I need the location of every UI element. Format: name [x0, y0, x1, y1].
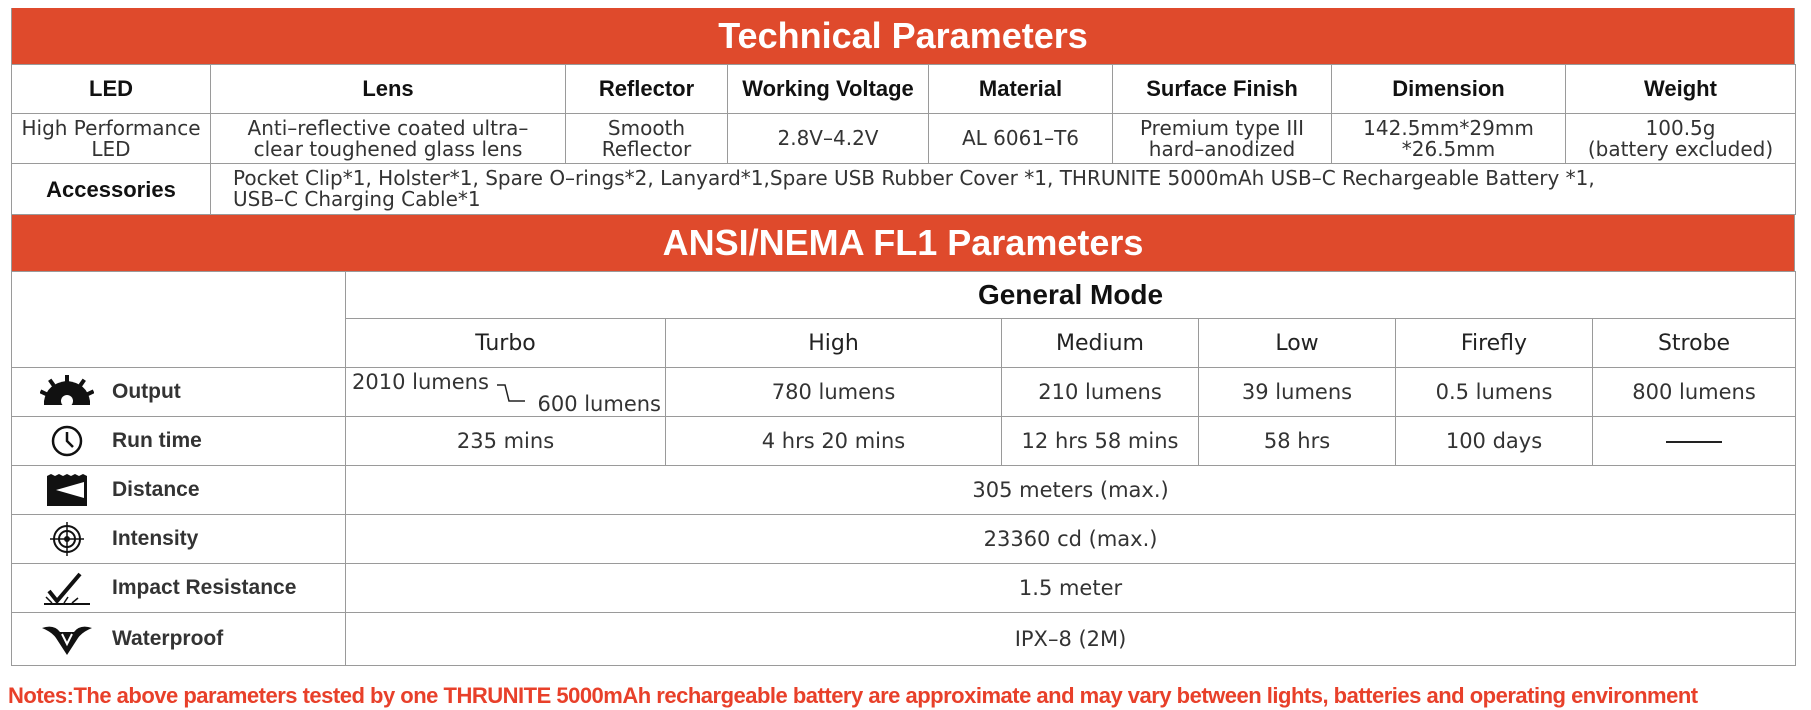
value-finish-line1: Premium type III	[1139, 115, 1305, 140]
output-high: 780 lumens	[666, 368, 1002, 417]
value-lens-line1: Anti–reflective coated ultra–	[247, 115, 529, 140]
runtime-label: Run time	[112, 429, 202, 452]
impact-row	[12, 564, 1796, 613]
waterproof-value: IPX–8 (2M)	[346, 613, 1796, 666]
waterproof-label: Waterproof	[112, 627, 224, 650]
blank-header-cell	[12, 272, 346, 368]
gear-burst-icon	[40, 375, 94, 409]
value-lens-line2: clear toughened glass lens	[253, 136, 523, 161]
mode-turbo: Turbo	[346, 319, 666, 368]
distance-label-cell	[12, 466, 346, 515]
clock-icon	[40, 424, 94, 458]
value-lens	[211, 114, 566, 164]
runtime-row	[12, 417, 1796, 466]
header-weight: Weight	[1566, 65, 1796, 114]
value-dimension-line1: 142.5mm*29mm	[1363, 115, 1534, 140]
mode-high: High	[666, 319, 1002, 368]
water-drop-icon	[40, 622, 94, 656]
output-strobe: 800 lumens	[1593, 368, 1796, 417]
step-down-arrow-icon	[496, 382, 526, 404]
intensity-label: Intensity	[112, 527, 199, 550]
impact-label-cell	[12, 564, 346, 613]
accessories-text	[211, 164, 1796, 215]
value-reflector	[566, 114, 728, 164]
accessories-label: Accessories	[12, 164, 211, 215]
value-material	[929, 114, 1113, 164]
waterproof-label-cell	[12, 613, 346, 666]
output-row	[12, 368, 1796, 417]
impact-label: Impact Resistance	[112, 576, 297, 599]
technical-parameters-table	[11, 64, 1796, 215]
value-reflector-line1: Smooth	[607, 115, 686, 140]
tech-value-row	[12, 114, 1796, 164]
value-material-line1: AL 6061–T6	[961, 126, 1080, 150]
runtime-firefly: 100 days	[1396, 417, 1593, 466]
output-label-cell	[12, 368, 346, 417]
value-finish-line2: hard–anodized	[1148, 136, 1296, 161]
header-dimension: Dimension	[1332, 65, 1566, 114]
value-weight-line1: 100.5g	[1645, 115, 1716, 140]
accessories-line2: USB–C Charging Cable*1	[233, 187, 481, 211]
ansi-parameters-title: ANSI/NEMA FL1 Parameters	[11, 215, 1795, 271]
output-firefly: 0.5 lumens	[1396, 368, 1593, 417]
spec-sheet	[11, 8, 1795, 666]
general-mode-row	[12, 272, 1796, 319]
output-low: 39 lumens	[1199, 368, 1396, 417]
impact-value: 1.5 meter	[346, 564, 1796, 613]
header-led: LED	[12, 65, 211, 114]
distance-value: 305 meters (max.)	[346, 466, 1796, 515]
value-led	[12, 114, 211, 164]
mode-medium: Medium	[1002, 319, 1199, 368]
value-weight	[1566, 114, 1796, 164]
header-working-voltage: Working Voltage	[728, 65, 929, 114]
value-voltage-line1: 2.8V–4.2V	[777, 126, 879, 150]
accessories-line1: Pocket Clip*1, Holster*1, Spare O–rings*2, Lanyard*1,Spare USB Rubber Cover *1, THRUNITE 5000mAh USB–C Rechargeable Battery *1,	[233, 166, 1595, 190]
runtime-turbo: 235 mins	[346, 417, 666, 466]
header-surface-finish: Surface Finish	[1113, 65, 1332, 114]
distance-label: Distance	[112, 478, 200, 501]
output-turbo-end: 600 lumens	[537, 392, 661, 416]
intensity-value: 23360 cd (max.)	[346, 515, 1796, 564]
header-reflector: Reflector	[566, 65, 728, 114]
notes-footer: Notes:The above parameters tested by one THRUNITE 5000mAh rechargeable battery are approximate and may vary between lights, batteries and operating environment	[8, 683, 1698, 708]
output-medium: 210 lumens	[1002, 368, 1199, 417]
value-dimension-line2: *26.5mm	[1401, 136, 1496, 161]
distance-row	[12, 466, 1796, 515]
intensity-label-cell	[12, 515, 346, 564]
not-applicable-dash	[1666, 441, 1722, 443]
intensity-row	[12, 515, 1796, 564]
tech-header-row	[12, 65, 1796, 114]
value-reflector-line2: Reflector	[601, 136, 692, 161]
target-icon	[40, 522, 94, 556]
output-turbo-start: 2010 lumens	[352, 370, 489, 394]
value-dimension	[1332, 114, 1566, 164]
runtime-medium: 12 hrs 58 mins	[1002, 417, 1199, 466]
mode-firefly: Firefly	[1396, 319, 1593, 368]
runtime-high: 4 hrs 20 mins	[666, 417, 1002, 466]
value-led-line2: LED	[91, 136, 131, 161]
value-working-voltage	[728, 114, 929, 164]
value-surface-finish	[1113, 114, 1332, 164]
waterproof-row	[12, 613, 1796, 666]
value-weight-line2: (battery excluded)	[1587, 136, 1774, 161]
output-turbo	[346, 368, 666, 417]
mode-low: Low	[1199, 319, 1396, 368]
header-lens: Lens	[211, 65, 566, 114]
general-mode-header: General Mode	[346, 272, 1796, 319]
runtime-strobe	[1593, 417, 1796, 466]
runtime-label-cell	[12, 417, 346, 466]
beam-distance-icon	[40, 473, 94, 507]
mode-strobe: Strobe	[1593, 319, 1796, 368]
value-led-line1: High Performance	[21, 115, 201, 140]
impact-check-icon	[40, 571, 94, 605]
technical-parameters-title: Technical Parameters	[11, 8, 1795, 64]
accessories-row	[12, 164, 1796, 215]
header-material: Material	[929, 65, 1113, 114]
ansi-parameters-table	[11, 271, 1796, 666]
output-label: Output	[112, 380, 181, 403]
runtime-low: 58 hrs	[1199, 417, 1396, 466]
